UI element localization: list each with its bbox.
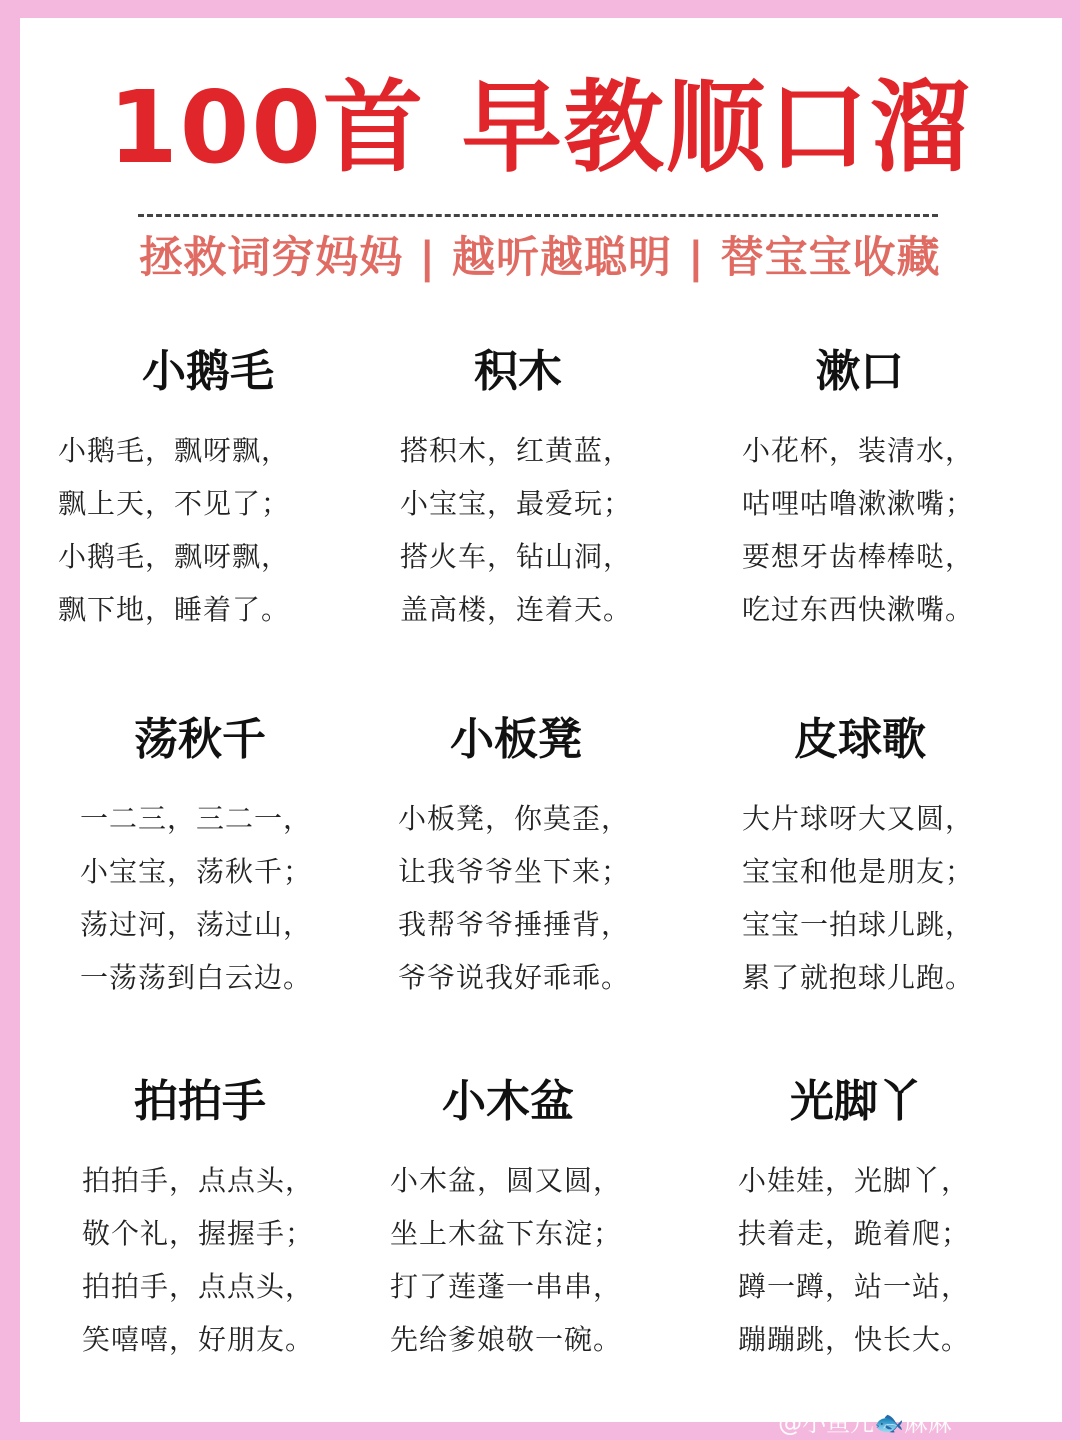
poem-line: 蹦蹦跳，快长大。 <box>738 1323 971 1356</box>
poem-line: 小鹅毛，飘呀飘， <box>58 540 291 573</box>
poem-line: 搭积木，红黄蓝， <box>400 434 633 467</box>
poem-card-xiaoemao <box>58 344 358 636</box>
poem-title: 拍拍手 <box>134 1076 266 1127</box>
poem-line: 宝宝一拍球儿跳， <box>742 908 975 941</box>
poem-line: 敬个礼，握握手； <box>82 1217 315 1250</box>
poem-title: 荡秋千 <box>134 714 266 765</box>
poem-line: 累了就抱球儿跑。 <box>742 961 975 994</box>
poem-title: 光脚丫 <box>790 1076 922 1127</box>
poem-line: 拍拍手，点点头， <box>82 1270 315 1303</box>
poem-line: 咕哩咕噜漱漱嘴； <box>742 487 975 520</box>
poem-line: 小板凳，你莫歪， <box>398 802 631 835</box>
poem-card-jimu <box>368 344 668 636</box>
poem-line: 盖高楼，连着天。 <box>400 593 633 626</box>
poem-lines <box>706 1154 1006 1366</box>
poem-line: 宝宝和他是朋友； <box>742 855 975 888</box>
poem-line: 爷爷说我好乖乖。 <box>398 961 631 994</box>
poem-line: 小花杯，装清水， <box>742 434 975 467</box>
poem-card-paipaishou <box>50 1074 350 1366</box>
poem-card-piqiuge <box>710 712 1010 1004</box>
poem-line: 拍拍手，点点头， <box>82 1164 315 1197</box>
poem-line: 大片球呀大又圆， <box>742 802 975 835</box>
poem-title: 小木盆 <box>442 1076 574 1127</box>
poem-title: 小板凳 <box>450 714 582 765</box>
author-watermark: @小鱼儿🐟麻麻 <box>778 1409 952 1437</box>
poem-line: 我帮爷爷捶捶背， <box>398 908 631 941</box>
poem-line: 小宝宝，最爱玩； <box>400 487 633 520</box>
poem-lines <box>366 792 666 1004</box>
poem-line: 小宝宝，荡秋千； <box>80 855 313 888</box>
poem-line: 搭火车，钻山洞， <box>400 540 633 573</box>
poem-lines <box>368 424 668 636</box>
poem-line: 坐上木盆下东淀； <box>390 1217 623 1250</box>
poem-card-dangqiuqian <box>50 712 350 1004</box>
page-subtitle: 拯救词穷妈妈 | 越听越聪明 | 替宝宝收藏 <box>139 233 941 283</box>
poem-card-xiaomupen <box>358 1074 658 1366</box>
poem-line: 飘下地，睡着了。 <box>58 593 291 626</box>
poem-line: 蹲一蹲，站一站， <box>738 1270 971 1303</box>
poem-title: 漱口 <box>816 346 904 397</box>
poem-line: 小娃娃，光脚丫， <box>738 1164 971 1197</box>
poem-lines <box>710 792 1010 1004</box>
poem-line: 一二三，三二一， <box>80 802 313 835</box>
poem-line: 小木盆，圆又圆， <box>390 1164 623 1197</box>
poem-title: 小鹅毛 <box>142 346 274 397</box>
page-title: 100首 早教顺口溜 <box>108 69 972 186</box>
poem-line: 荡过河，荡过山， <box>80 908 313 941</box>
poem-card-guangjiaoya <box>706 1074 1006 1366</box>
poem-line: 吃过东西快漱嘴。 <box>742 593 975 626</box>
poem-title: 积木 <box>474 346 562 397</box>
poem-card-shukou <box>710 344 1010 636</box>
poem-lines <box>58 424 358 636</box>
poem-card-xiaobandeng <box>366 712 666 1004</box>
poem-lines <box>50 1154 350 1366</box>
poem-line: 先给爹娘敬一碗。 <box>390 1323 623 1356</box>
dashed-divider <box>138 214 938 217</box>
poem-lines <box>50 792 350 1004</box>
poem-title: 皮球歌 <box>794 714 926 765</box>
poem-line: 让我爷爷坐下来； <box>398 855 631 888</box>
poem-line: 要想牙齿棒棒哒， <box>742 540 975 573</box>
poem-line: 飘上天，不见了； <box>58 487 291 520</box>
poem-line: 打了莲蓬一串串， <box>390 1270 623 1303</box>
poem-line: 一荡荡到白云边。 <box>80 961 313 994</box>
poem-lines <box>358 1154 658 1366</box>
poem-line: 小鹅毛，飘呀飘， <box>58 434 291 467</box>
poem-line: 笑嘻嘻，好朋友。 <box>82 1323 315 1356</box>
poem-lines <box>710 424 1010 636</box>
poem-line: 扶着走，跪着爬； <box>738 1217 971 1250</box>
